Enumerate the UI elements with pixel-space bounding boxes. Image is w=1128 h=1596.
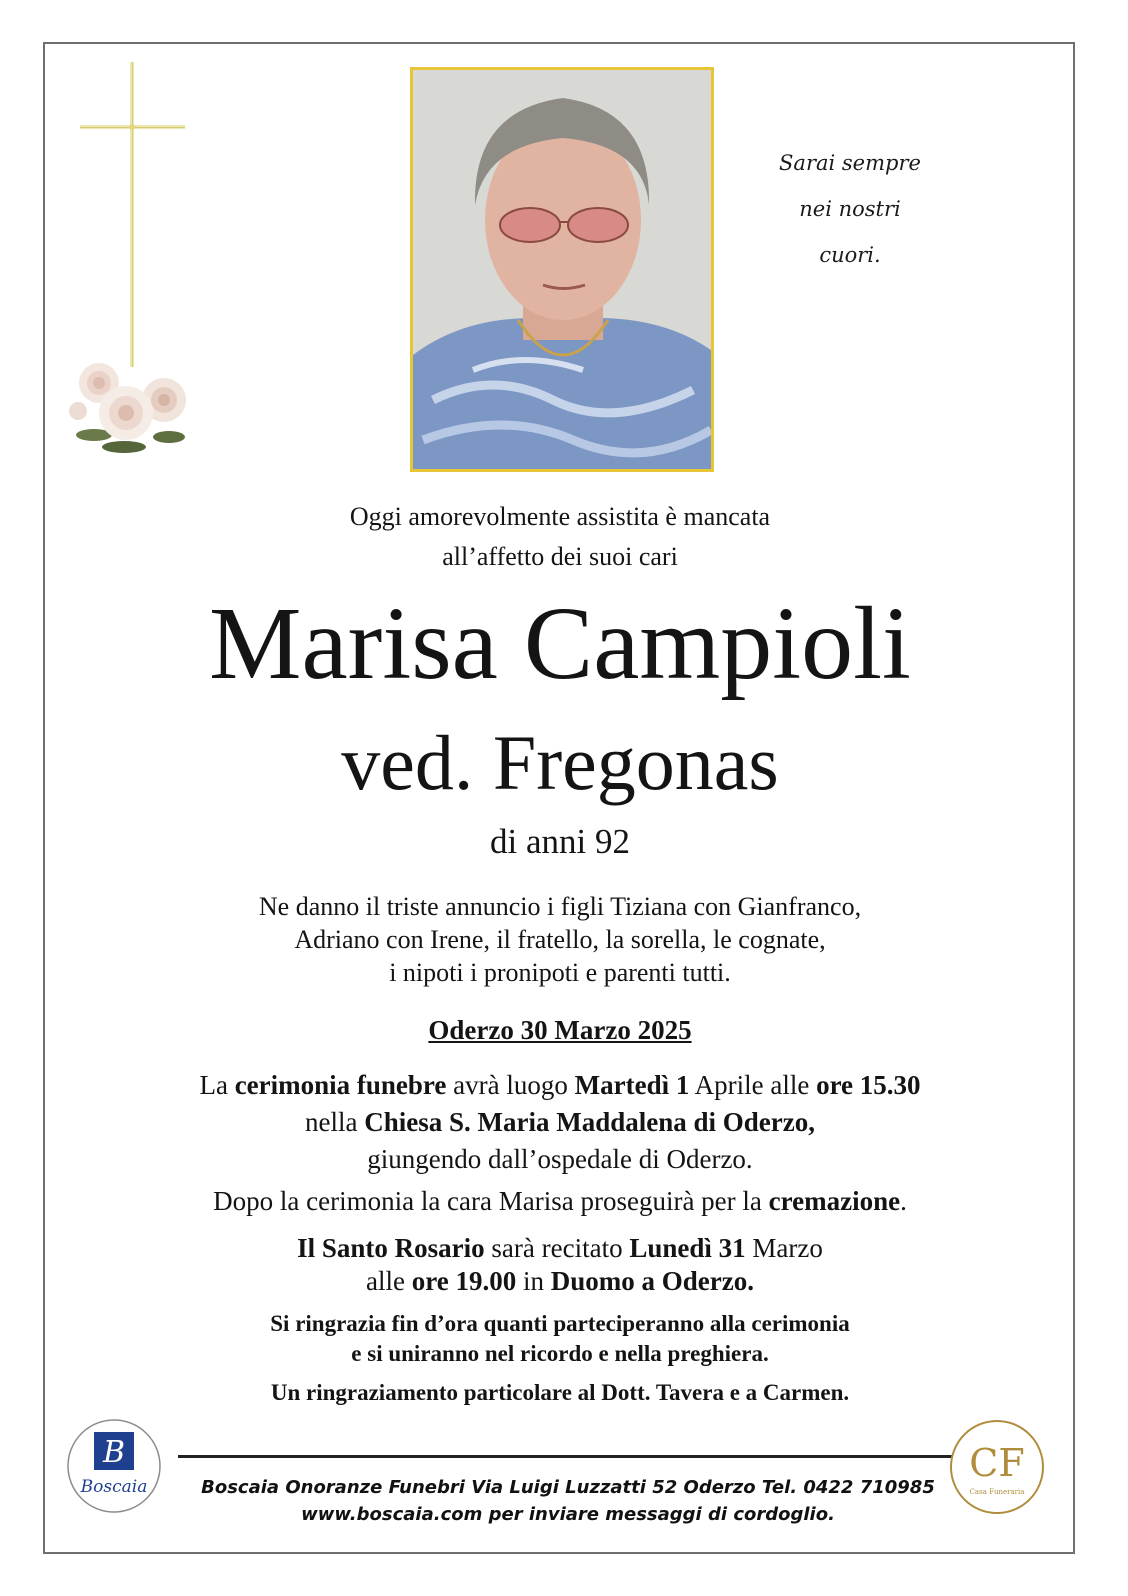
boscaia-name: Boscaia	[80, 1477, 148, 1497]
ceremony-line: giungendo dall’ospedale di Oderzo.	[367, 1144, 753, 1174]
text-span: Chiesa S. Maria Maddalena di Oderzo,	[364, 1107, 815, 1137]
text-span: La	[199, 1070, 235, 1100]
text-span: Aprile alle	[689, 1070, 817, 1100]
text-span: alle	[366, 1266, 412, 1296]
intro-line: all’affetto dei suoi cari	[442, 542, 678, 571]
memorial-quote	[755, 140, 945, 278]
text-span: cerimonia funebre	[234, 1070, 447, 1100]
rosary-details	[60, 1232, 1060, 1298]
text-span: nella	[305, 1107, 365, 1137]
ceremony-line	[60, 1067, 1060, 1104]
text-span: ore 15.30	[816, 1070, 921, 1100]
quote-line: Sarai sempre	[779, 151, 921, 175]
text-span: .	[900, 1186, 907, 1216]
thanks-line: e si uniranno nel ricordo e nella preghiera.	[351, 1341, 769, 1366]
place-date: Oderzo 30 Marzo 2025	[428, 1015, 692, 1045]
intro-text	[60, 497, 1060, 577]
text-span: ore 19.00	[411, 1266, 517, 1296]
thanks-line: Si ringrazia fin d’ora quanti parteciperanno alla cerimonia	[270, 1311, 850, 1336]
footer-address: Boscaia Onoranze Funebri Via Luigi Luzzatti 52 Oderzo Tel. 0422 710985	[201, 1477, 935, 1498]
footer-divider	[178, 1455, 958, 1458]
ceremony-details	[60, 1067, 1060, 1178]
text-span: avrà luogo	[446, 1070, 575, 1100]
special-thanks: Un ringraziamento particolare al Dott. Tavera e a Carmen.	[270, 1380, 850, 1405]
boscaia-logo-icon	[66, 1418, 162, 1514]
cremation-text	[60, 1183, 1060, 1219]
boscaia-monogram: B	[102, 1435, 126, 1470]
casa-funeraria-caption: Casa Funeraria	[969, 1488, 1025, 1496]
rosary-line	[60, 1232, 1060, 1265]
text-span: Marzo	[745, 1233, 823, 1263]
thanks-text	[60, 1309, 1060, 1369]
text-span: in	[516, 1266, 551, 1296]
footer-info	[178, 1474, 958, 1528]
text-span: Il Santo Rosario	[297, 1233, 485, 1263]
quote-line: nei nostri	[799, 197, 901, 221]
casa-funeraria-monogram: CF	[969, 1441, 1025, 1485]
cross-icon	[75, 62, 190, 372]
announcement-line: i nipoti i pronipoti e parenti tutti.	[389, 958, 731, 987]
ceremony-line	[60, 1104, 1060, 1141]
portrait-photo	[410, 67, 714, 472]
intro-line: Oggi amorevolmente assistita è mancata	[349, 502, 771, 531]
text-span: Duomo a Oderzo.	[550, 1266, 754, 1296]
casa-funeraria-logo-icon	[948, 1418, 1046, 1516]
text-span: Martedì 1	[574, 1070, 690, 1100]
rosary-line	[60, 1265, 1060, 1298]
announcement-text	[60, 890, 1060, 989]
roses-icon	[64, 355, 194, 455]
text-span: sarà recitato	[484, 1233, 630, 1263]
quote-line: cuori.	[819, 243, 881, 267]
deceased-name: Marisa Campioli	[209, 586, 911, 701]
text-span: Dopo la cerimonia la cara Marisa proseguirà per la	[213, 1186, 769, 1216]
text-span: Lunedì 31	[629, 1233, 746, 1263]
announcement-line: Adriano con Irene, il fratello, la sorella, le cognate,	[294, 925, 826, 954]
announcement-line: Ne danno il triste annuncio i figli Tiziana con Gianfranco,	[258, 892, 862, 921]
text-span: cremazione	[768, 1186, 901, 1216]
footer-website: www.boscaia.com per inviare messaggi di cordoglio.	[301, 1504, 835, 1525]
age-text: di anni 92	[490, 822, 630, 861]
married-name: ved. Fregonas	[341, 719, 779, 806]
